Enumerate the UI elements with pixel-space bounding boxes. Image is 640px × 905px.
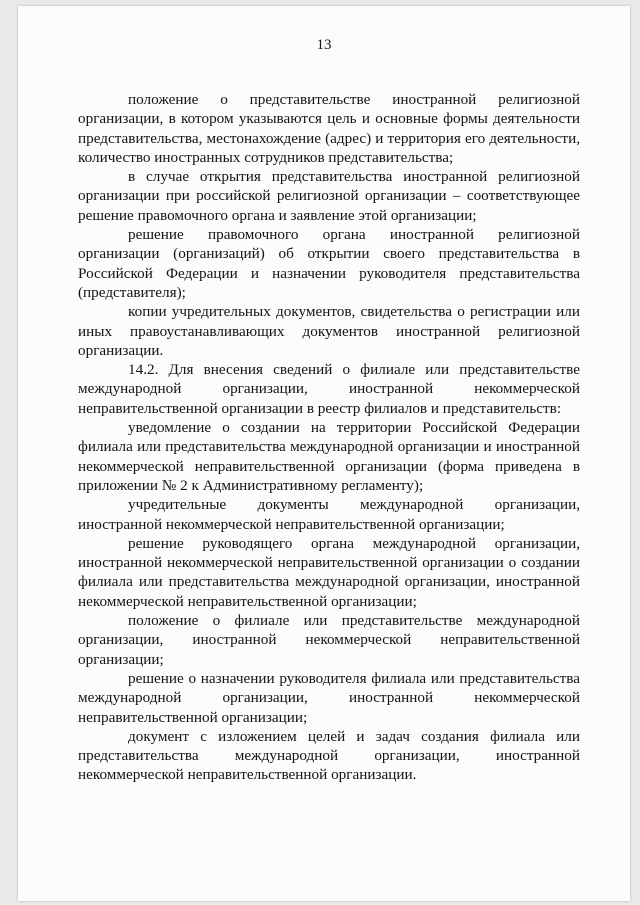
paragraph-head-appointment-decision: решение о назначении руководителя филиала или представительства международной организации, иностранной некоммерческой неправительственной организации;	[78, 669, 580, 726]
paragraph-notification-of-creation: уведомление о создании на территории Российской Федерации филиала или представительства международной организации и иностранной некоммерческой неправительственной организации (форма приведена в приложении № 2 к Административному регламенту);	[78, 419, 580, 494]
document-body	[78, 90, 580, 785]
page-number: 13	[316, 37, 332, 53]
paragraph-founding-documents: учредительные документы международной организации, иностранной некоммерческой неправительственной организации;	[78, 496, 580, 533]
paragraph-founding-documents-copies: копии учредительных документов, свидетельства о регистрации или иных правоустанавливающих документов иностранной религиозной организации.	[78, 303, 580, 359]
paragraph-governing-body-decision: решение руководящего органа международной организации, иностранной некоммерческой неправительственной организации о создании филиала или представительства международной организации, иностранной некоммерческой неправительственной организации;	[78, 534, 580, 610]
paragraph-authorized-body-decision: решение правомочного органа иностранной религиозной организации (организаций) об открытии своего представительства в Российской Федерации и назначении руководителя представительства (представителя);	[78, 226, 580, 301]
paragraph-section-14-2: 14.2. Для внесения сведений о филиале или представительстве международной организации, иностранной некоммерческой неправительственной организации в реестр филиалов и представительств:	[78, 361, 580, 417]
paragraph-branch-regulation: положение о филиале или представительстве международной организации, иностранной некоммерческой неправительственной организации;	[78, 612, 580, 668]
document-page	[18, 6, 630, 901]
paragraph-russian-religious-org-decision: в случае открытия представительства иностранной религиозной организации при российской религиозной организации – соответствующее решение правомочного органа и заявление этой организации;	[78, 168, 580, 224]
paragraph-foreign-religious-office-regulation: положение о представительстве иностранной религиозной организации, в котором указываются цель и основные формы деятельности представительства, местонахождение (адрес) и территория его деятельности, количество иностранных сотрудников представительства;	[78, 91, 580, 166]
paragraph-goals-document: документ с изложением целей и задач создания филиала или представительства международной организации, иностранной некоммерческой неправительственной организации.	[78, 727, 580, 784]
